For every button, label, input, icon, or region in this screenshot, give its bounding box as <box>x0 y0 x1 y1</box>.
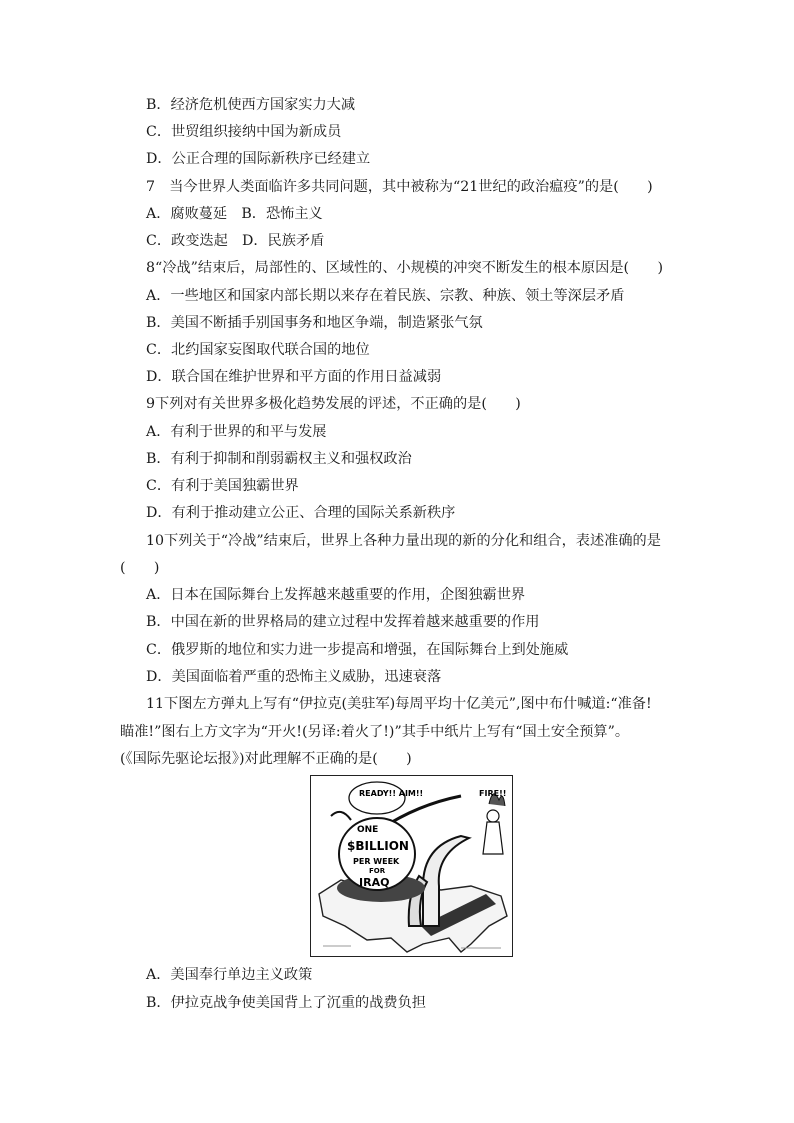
money-text-1: ONE <box>357 825 379 835</box>
question-11: 11下图左方弹丸上写有“伊拉克(美驻军)每周平均十亿美元”,图中布什喊道:“准备! <box>146 696 652 712</box>
option-d-q10: D．美国面临着严重的恐怖主义威胁，迅速衰落 <box>146 669 442 685</box>
cartoon-drawing <box>311 776 512 956</box>
option-d-q9: D．有利于推动建立公正、合理的国际关系新秩序 <box>146 505 456 521</box>
option-c-q9: C．有利于美国独霸世界 <box>146 478 299 494</box>
political-cartoon <box>310 775 513 957</box>
figure-body <box>483 822 503 854</box>
question-9: 9下列对有关世界多极化趋势发展的评述，不正确的是( ) <box>146 396 521 412</box>
option-a-q11: A．美国奉行单边主义政策 <box>146 967 313 983</box>
question-10-cont: ( ) <box>120 560 160 576</box>
money-text-4: FOR <box>369 867 386 875</box>
option-b-q8: B．美国不断插手别国事务和地区争端，制造紧张气氛 <box>146 315 483 331</box>
speech-bubble <box>349 782 405 814</box>
fire-text: FIRE!! <box>479 789 507 798</box>
money-text-5: IRAQ <box>359 876 390 889</box>
question-7: 7 当今世界人类面临许多共同问题，其中被称为“21世纪的政治瘟疫”的是( ) <box>146 179 653 195</box>
option-b-q10: B．中国在新的世界格局的建立过程中发挥着越来越重要的作用 <box>146 614 540 630</box>
option-b-q11: B．伊拉克战争使美国背上了沉重的战费负担 <box>146 995 426 1011</box>
options-q7-ab: A．腐败蔓延 B．恐怖主义 <box>146 206 323 222</box>
option-c-q8: C．北约国家妄图取代联合国的地位 <box>146 342 370 358</box>
option-a-q9: A．有利于世界的和平与发展 <box>146 424 327 440</box>
option-d-q6: D．公正合理的国际新秩序已经建立 <box>146 151 371 167</box>
option-b-q6: B．经济危机使西方国家实力大减 <box>146 97 356 113</box>
option-b-q9: B．有利于抑制和削弱霸权主义和强权政治 <box>146 451 412 467</box>
option-c-q10: C．俄罗斯的地位和实力进一步提高和增强，在国际舞台上到处施威 <box>146 642 569 658</box>
figure-head <box>487 810 499 822</box>
options-q7-cd: C．政变迭起 D．民族矛盾 <box>146 233 325 249</box>
option-a-q8: A．一些地区和国家内部长期以来存在着民族、宗教、种族、领土等深层矛盾 <box>146 288 625 304</box>
option-a-q10: A．日本在国际舞台上发挥越来越重要的作用，企图独霸世界 <box>146 587 526 603</box>
bubble-text: READY!! AIM!! <box>359 789 424 798</box>
bag-knot <box>331 812 351 820</box>
option-d-q8: D．联合国在维护世界和平方面的作用日益减弱 <box>146 369 442 385</box>
question-11-line3: (《国际先驱论坛报》)对此理解不正确的是( ) <box>120 751 412 767</box>
option-c-q6: C．世贸组织接纳中国为新成员 <box>146 124 342 140</box>
question-8: 8“冷战”结束后，局部性的、区域性的、小规模的冲突不断发生的根本原因是( ) <box>146 260 663 276</box>
money-text-3: PER WEEK <box>353 857 400 866</box>
question-11-line2: 瞄准!”图右上方文字为“开火!(另译:着火了!)”其手中纸片上写有“国土安全预算”。 <box>120 724 630 740</box>
money-text-2: $BILLION <box>347 839 409 853</box>
question-10: 10下列关于“冷战”结束后，世界上各种力量出现的新的分化和组合，表述准确的是 <box>146 533 661 549</box>
